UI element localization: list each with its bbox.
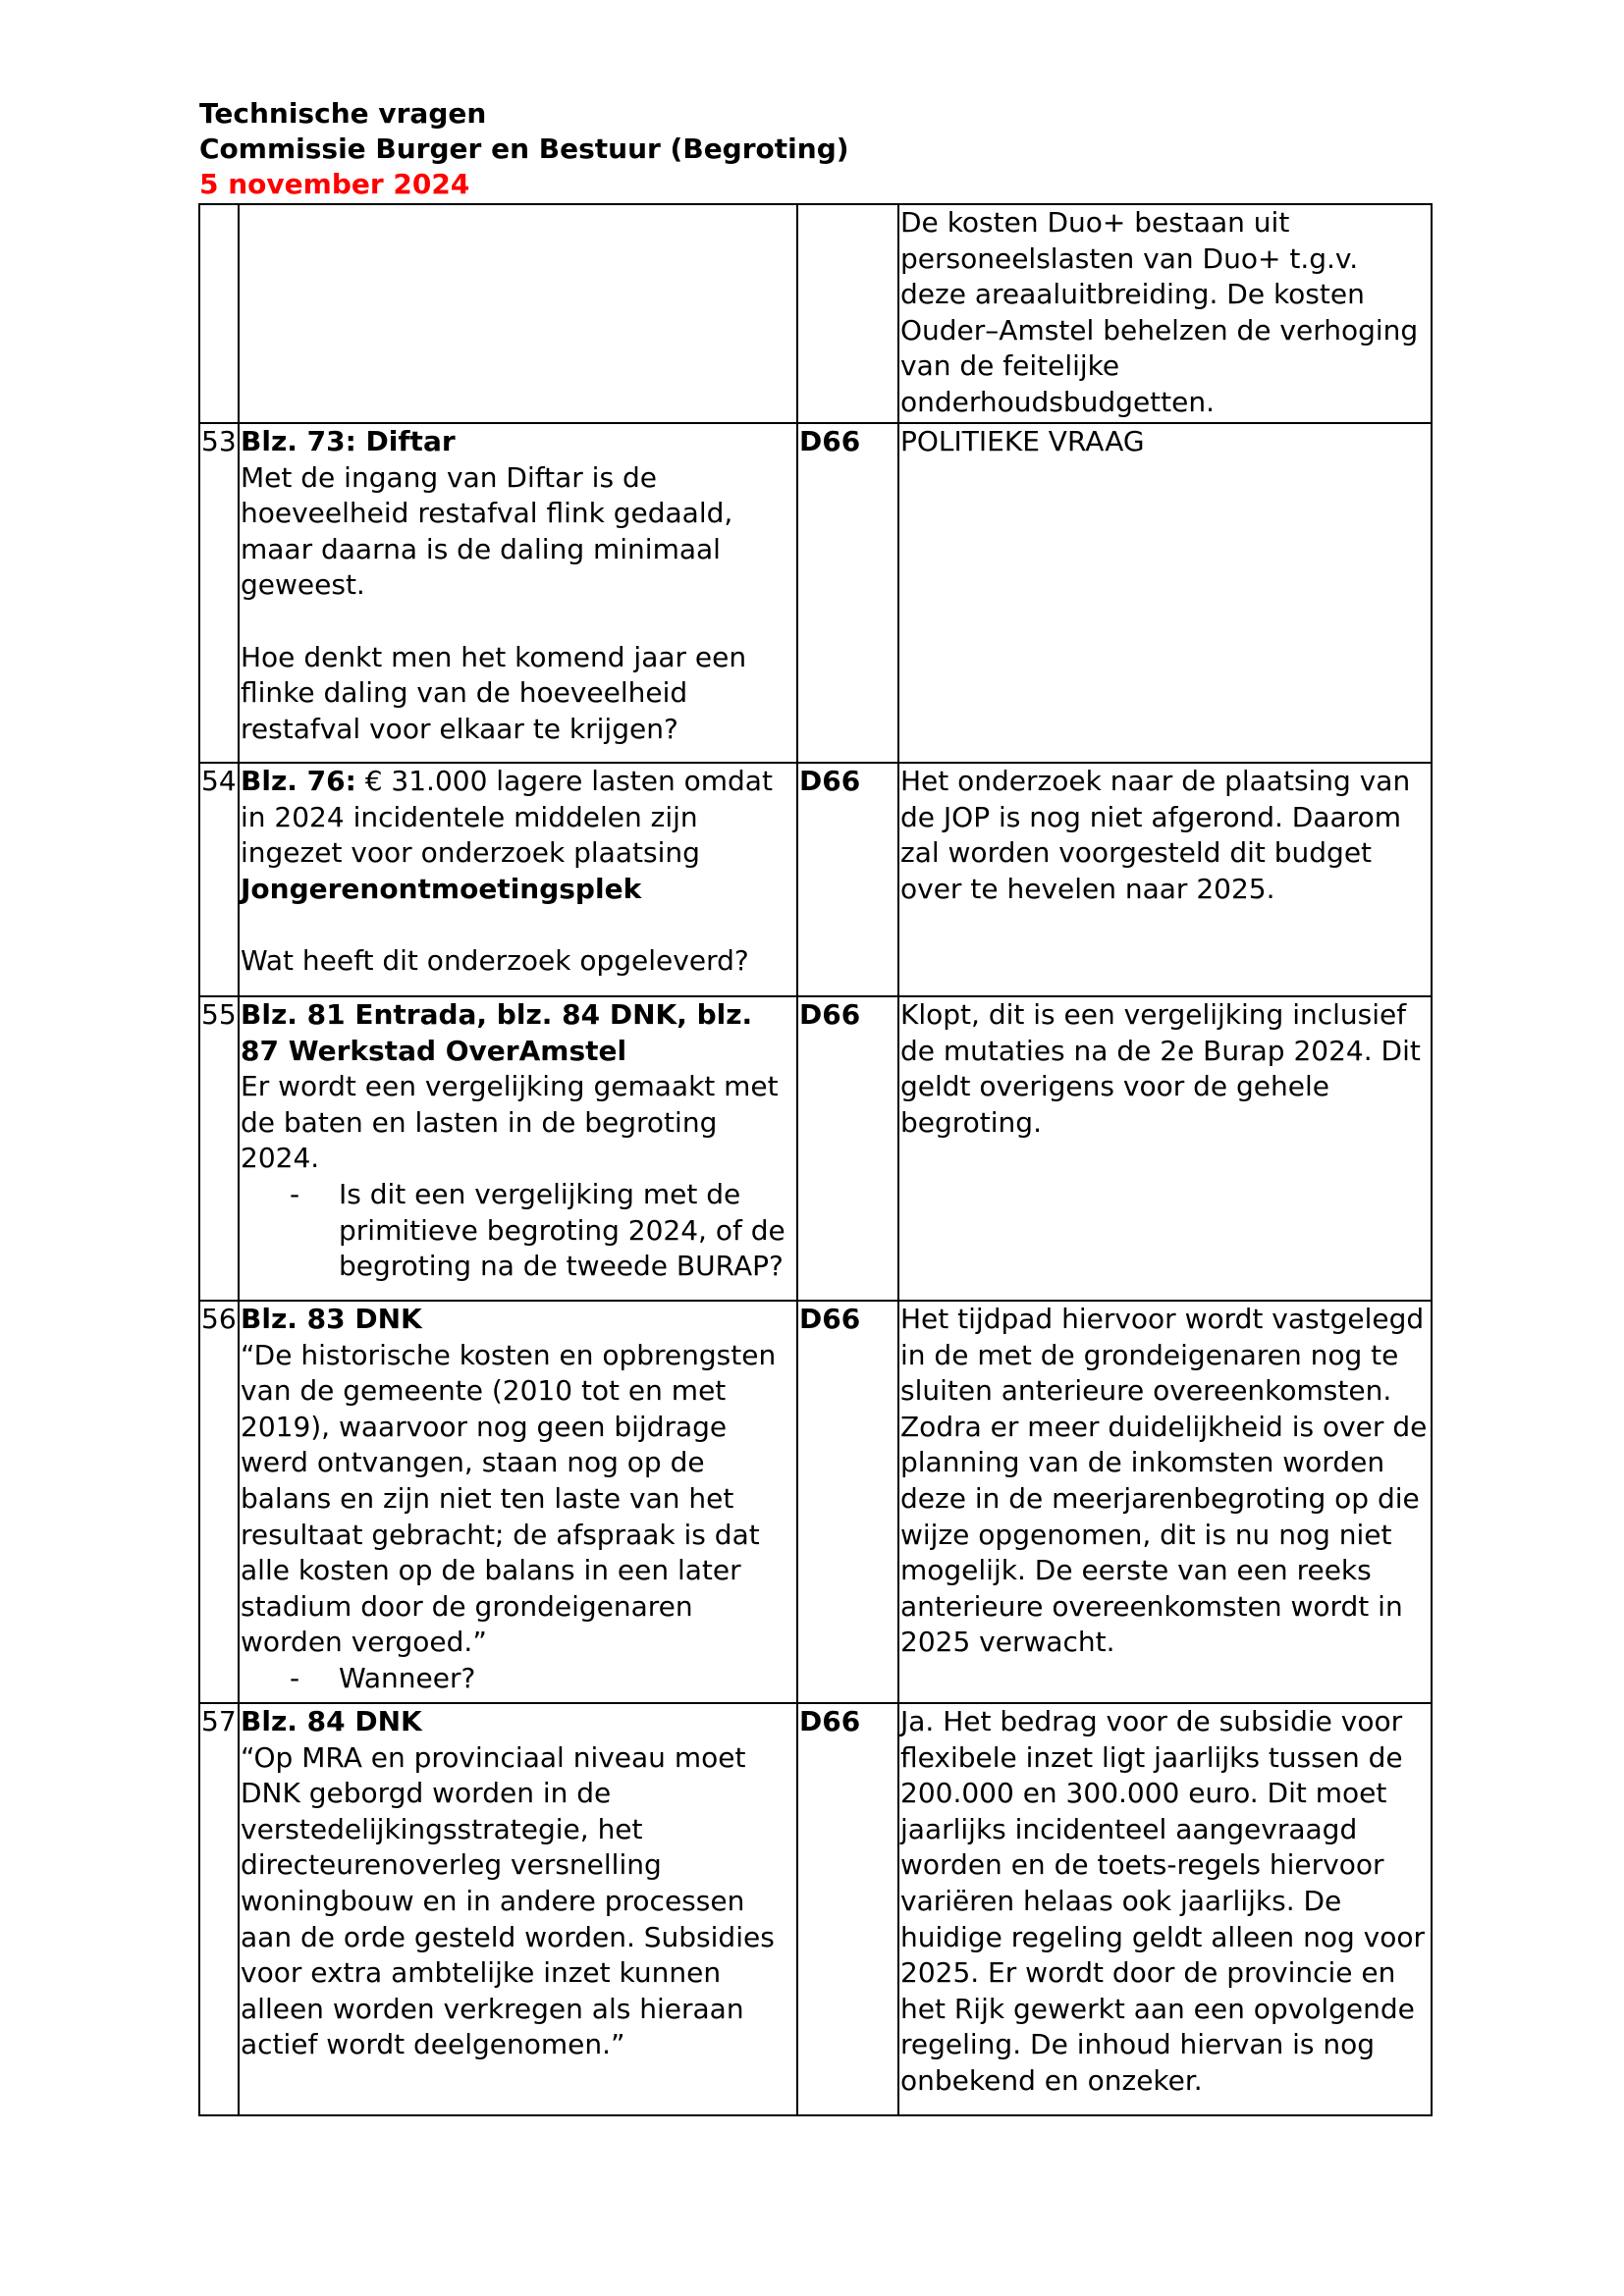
question-title: Blz. 81 Entrada, blz. 84 DNK, blz. 87 Werkstad OverAmstel <box>241 998 753 1067</box>
question-bold-term: Jongerenontmoetingsplek <box>241 872 642 905</box>
row-number <box>199 204 239 423</box>
question-text: Wat heeft dit onderzoek opgeleverd? <box>241 943 749 977</box>
row-number: 57 <box>199 1703 239 2115</box>
question-title: Blz. 76: <box>241 765 356 797</box>
answer-cell: Klopt, dit is een vergelijking inclusief de mutaties na de 2e Burap 2024. Dit geldt overigens voor de gehele begroting. <box>898 996 1432 1301</box>
answer-cell: De kosten Duo+ bestaan uit personeelslasten van Duo+ t.g.v. deze areaaluitbreiding. De kosten Ouder–Amstel behelzen de verhoging van de feitelijke onderhoudsbudgetten. <box>898 204 1432 423</box>
bullet-item <box>241 1177 796 1285</box>
answer-cell: Ja. Het bedrag voor de subsidie voor flexibele inzet ligt jaarlijks tussen de 200.000 en 300.000 euro. Dit moet jaarlijks incidenteel aangevraagd worden en de toets-regels hiervoor variëren helaas ook jaarlijks. De huidige regeling geldt alleen nog voor 2025. Er wordt door de provincie en het Rijk gewerkt aan een opvolgende regeling. De inhoud hiervan is nog onbekend en onzeker. <box>898 1703 1432 2115</box>
question-text <box>241 764 796 907</box>
party-cell: D66 <box>797 1301 898 1703</box>
question-cell <box>239 423 797 763</box>
question-text: “Op MRA en provinciaal niveau moet DNK geborgd worden in de verstedelijkingsstrategie, het directeurenoverleg versnelling woningbouw en in andere processen aan de orde gesteld worden. Subsidies voor extra ambtelijke inzet kunnen alleen worden verkregen als hieraan actief wordt deelgenomen.” <box>241 1740 775 2061</box>
party-cell: D66 <box>797 996 898 1301</box>
question-text: Hoe denkt men het komend jaar een flinke daling van de hoeveelheid restafval voor elkaar te krijgen? <box>241 640 747 745</box>
document-header <box>199 96 849 202</box>
question-cell <box>239 763 797 996</box>
table-row <box>199 996 1432 1301</box>
party-cell: D66 <box>797 1703 898 2115</box>
bullet-item <box>241 1661 796 1697</box>
question-cell <box>239 204 797 423</box>
question-title: Blz. 84 DNK <box>241 1705 422 1737</box>
party-cell: D66 <box>797 423 898 763</box>
answer-cell: Het onderzoek naar de plaatsing van de JOP is nog niet afgerond. Daarom zal worden voorgesteld dit budget over te hevelen naar 2025. <box>898 763 1432 996</box>
table-row <box>199 1301 1432 1703</box>
question-cell <box>239 996 797 1301</box>
bullet-dash: - <box>290 1661 300 1694</box>
question-inline: € 31.000 lagere lasten omdat in 2024 incidentele middelen zijn ingezet voor onderzoek plaatsing <box>241 765 773 870</box>
row-number: 53 <box>199 423 239 763</box>
party-cell <box>797 204 898 423</box>
question-title: Blz. 83 DNK <box>241 1303 422 1335</box>
table-row <box>199 1703 1432 2115</box>
question-title: Blz. 73: Diftar <box>241 425 456 457</box>
row-number: 54 <box>199 763 239 996</box>
question-cell <box>239 1703 797 2115</box>
row-number: 55 <box>199 996 239 1301</box>
answer-cell: POLITIEKE VRAAG <box>898 423 1432 763</box>
header-date: 5 november 2024 <box>199 168 470 200</box>
row-number: 56 <box>199 1301 239 1703</box>
question-text: Met de ingang van Diftar is de hoeveelheid restafval flink gedaald, maar daarna is de daling minimaal geweest. <box>241 460 733 602</box>
table-row <box>199 763 1432 996</box>
bullet-text: Is dit een vergelijking met de primitieve begroting 2024, of de begroting na de tweede BURAP? <box>339 1177 785 1283</box>
header-committee: Commissie Burger en Bestuur (Begroting) <box>199 133 849 165</box>
bullet-dash: - <box>290 1177 300 1210</box>
question-text: “De historische kosten en opbrengsten van de gemeente (2010 tot en met 2019), waarvoor nog geen bijdrage werd ontvangen, staan nog op de balans en zijn niet ten laste van het resultaat gebracht; de afspraak is dat alle kosten op de balans in een later stadium door de grondeigenaren worden vergoed.” <box>241 1338 777 1659</box>
question-text: Er wordt een vergelijking gemaakt met de baten en lasten in de begroting 2024. <box>241 1070 779 1175</box>
question-cell <box>239 1301 797 1703</box>
table-row <box>199 204 1432 423</box>
answer-cell: Het tijdpad hiervoor wordt vastgelegd in de met de grondeigenaren nog te sluiten anterieure overeenkomsten. Zodra er meer duidelijkheid is over de planning van de inkomsten worden deze in de meerjarenbegroting op die wijze opgenomen, dit is nu nog niet mogelijk. De eerste van een reeks anterieure overeenkomsten wordt in 2025 verwacht. <box>898 1301 1432 1703</box>
questions-table <box>198 203 1433 2116</box>
party-cell: D66 <box>797 763 898 996</box>
table-row <box>199 423 1432 763</box>
header-title: Technische vragen <box>199 97 487 130</box>
bullet-text: Wanneer? <box>339 1661 476 1694</box>
